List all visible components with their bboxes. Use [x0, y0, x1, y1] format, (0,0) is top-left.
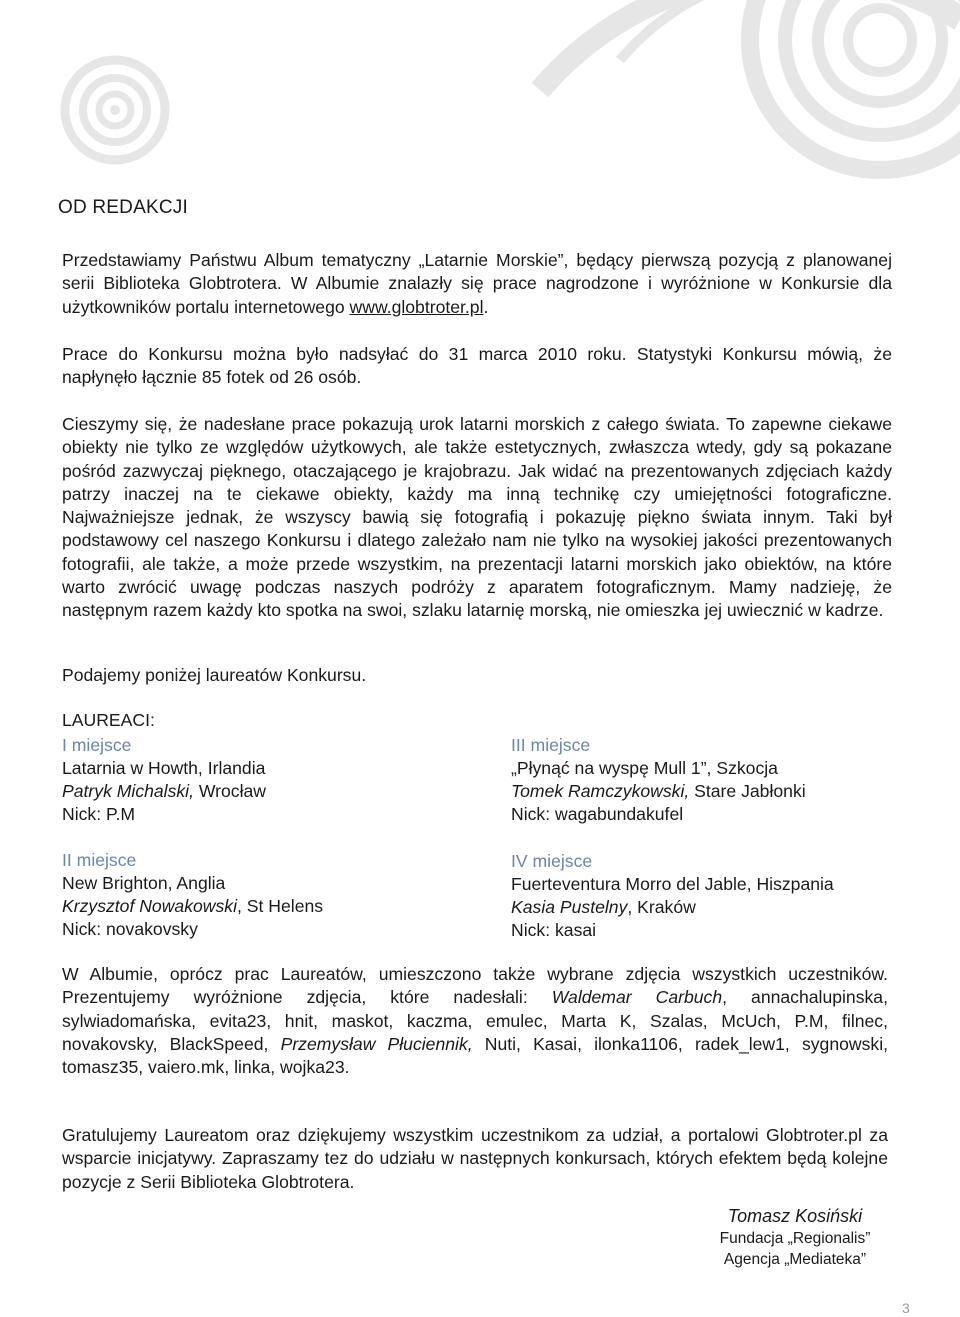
author-line [62, 780, 266, 803]
laureate-4 [511, 850, 834, 942]
author-nick: Nick: novakovsky [62, 919, 198, 939]
author-name: Kasia Pustelny [511, 897, 628, 917]
laureate-2 [62, 849, 323, 941]
photo-title: Fuerteventura Morro del Jable, Hiszpania [511, 874, 834, 894]
author-nick: Nick: wagabundakufel [511, 804, 684, 824]
author-name: Patryk Michalski, [62, 781, 194, 801]
place-label: IV miejsce [511, 851, 593, 871]
author-line [62, 895, 323, 918]
photo-title: „Płynąć na wyspę Mull 1”, Szkocja [511, 758, 778, 778]
honorable-list: , annachalupinska, sylwiadomańska, evita23, hnit, maskot, kaczma, emulec, Marta K, Szalas, McUch, P.M, filnec, novakovsky, BlackSpeed, [62, 987, 888, 1054]
description-paragraph: Cieszymy się, że nadesłane prace pokazują urok latarni morskich z całego świata. To zapewne ciekawe obiekty nie tylko ze względów użytkowych, ale także estetycznych, zwłaszcza wtedy, gdy są pokazane pośród zazwyczaj pięknego, otaczającego je krajobrazu. Jak widać na prezentowanych zdjęciach każdy patrzy inaczej na te ciekawe obiekty, każdy ma inną technikę czy umiejętności fotograficzne. Najważniejsze jednak, że wszyscy bawią się fotografią i pokazuję piękno świata innym. Taki był podstawowy cel naszego Konkursu i dlatego zależało nam nie tylko na wysokiej jakości prezentowanych fotografii, ale także, a może przede wszystkim, na prezentacji latarni morskich jako obiektów, na które warto zwrócić uwagę podczas naszych podróży z aparatem fotograficznym. Mamy nadzieję, że następnym razem każdy kto spotka na swoi, szlaku latarnię morską, nie omieszka jej uwiecznić w kadrze. [62, 414, 892, 621]
signature-org-2: Agencja „Mediateka” [723, 1251, 867, 1268]
author-city: , Kraków [627, 897, 696, 917]
laureates-intro: Podajemy poniżej laureatów Konkursu. [62, 665, 367, 685]
honorable-mentions-paragraph [62, 963, 888, 1079]
intro-paragraph [62, 249, 892, 319]
author-city: Stare Jabłonki [689, 781, 806, 801]
page-number: 3 [902, 1300, 910, 1316]
place-label: I miejsce [62, 735, 132, 755]
signature-org-1: Fundacja „Regionalis” [719, 1230, 871, 1247]
author-name: Tomek Ramczykowski, [511, 781, 690, 801]
honorable-name-2: Przemysław Płuciennik, [280, 1033, 473, 1054]
honorable-intro: W Albumie, oprócz prac Laureatów, umieszczono także wybrane zdjęcia wszystkich uczestników. Prezentujemy wyróżnione zdjęcia, które nadesłali: [62, 964, 888, 1008]
photo-title: New Brighton, Anglia [62, 873, 226, 893]
author-line [511, 780, 806, 803]
statistics-paragraph: Prace do Konkursu można było nadsyłać do 31 marca 2010 roku. Statystyki Konkursu mówią, że napłynęło łącznie 85 fotek od 26 osób. [62, 344, 892, 388]
globtroter-link[interactable]: www.globtroter.pl [349, 296, 484, 317]
closing-paragraph: Gratulujemy Laureatom oraz dziękujemy wszystkim uczestnikom za udział, a portalowi Globtroter.pl za wsparcie inicjatywy. Zapraszamy tez do udziału w następnych konkursach, których efektem będą kolejne pozycje z Serii Biblioteka Globtrotera. [62, 1125, 888, 1192]
honorable-list-end: Nuti, Kasai, ilonka1106, radek_lew1, sygnowski, tomasz35, vaiero.mk, linka, wojka23. [62, 1033, 888, 1078]
honorable-name-1: Waldemar Carbuch [551, 987, 723, 1008]
place-label: III miejsce [511, 735, 591, 755]
author-nick: Nick: kasai [511, 920, 597, 940]
laureates-heading: LAUREACI: [62, 710, 155, 730]
photo-title: Latarnia w Howth, Irlandia [62, 758, 266, 778]
author-name: Krzysztof Nowakowski [62, 896, 238, 916]
intro-text: Przedstawiamy Państwu Album tematyczny „Latarnie Morskie”, będący pierwszą pozycją z planowanej serii Biblioteka Globtrotera. W Albumie znalazły się prace nagrodzone i wyróżnione w Konkursie dla użytkowników portalu internetowego [62, 250, 892, 317]
laureate-1 [62, 734, 266, 826]
intro-text-end: . [483, 296, 489, 317]
place-label: II miejsce [62, 850, 137, 870]
author-line [511, 896, 834, 919]
author-city: , St Helens [237, 896, 324, 916]
laureate-3 [511, 734, 806, 826]
signature-name: Tomasz Kosiński [727, 1206, 863, 1226]
page-title: OD REDAKCJI [58, 197, 188, 218]
signature-block [690, 1204, 900, 1270]
decorative-rings [0, 0, 960, 200]
author-nick: Nick: P.M [62, 804, 135, 824]
author-city: Wrocław [193, 781, 267, 801]
